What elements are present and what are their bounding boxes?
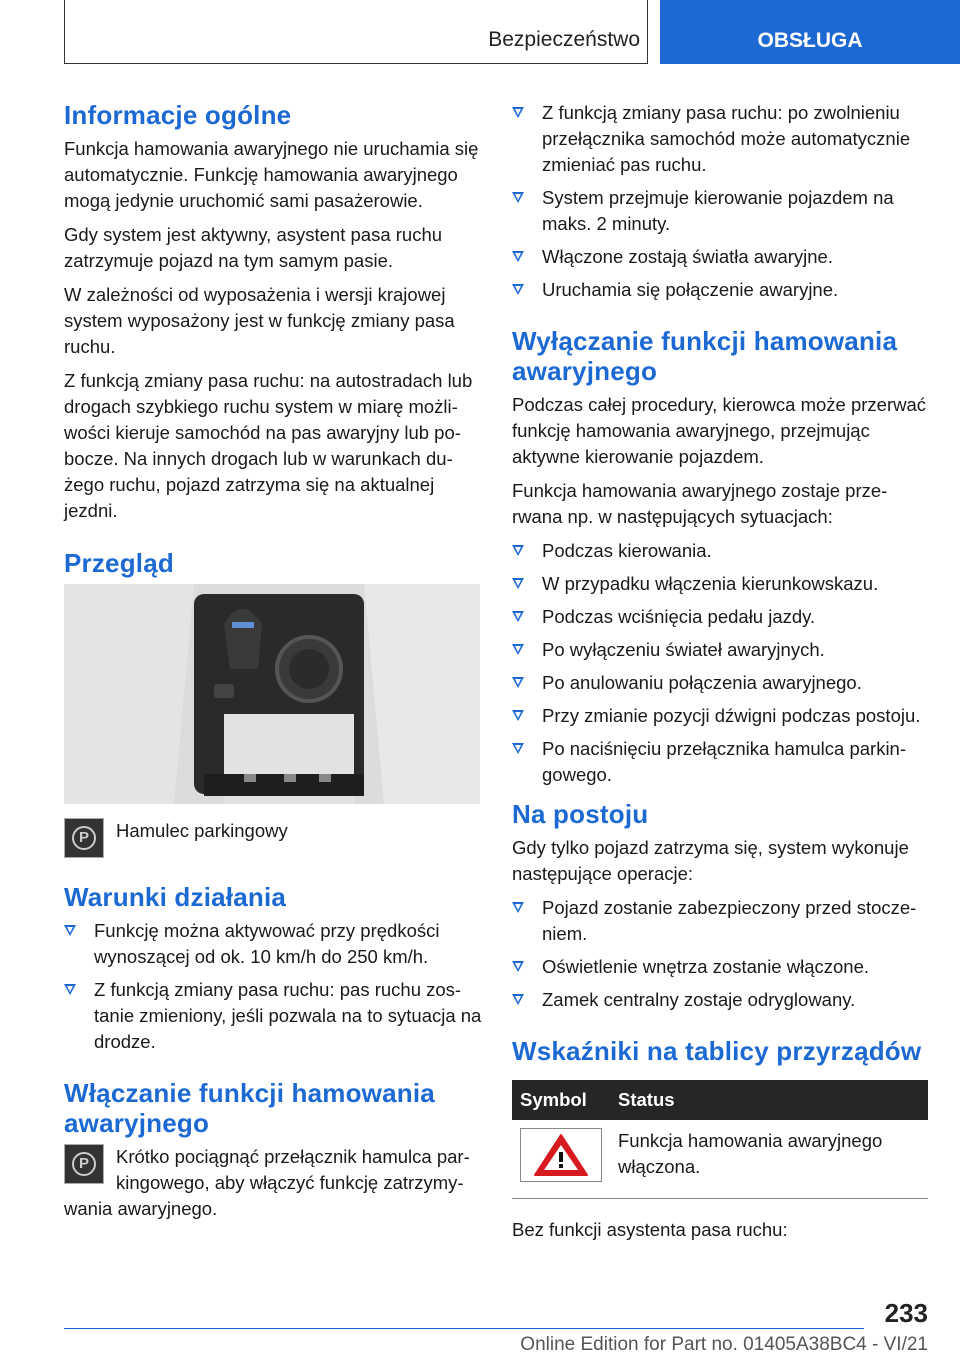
list-item: Podczas kierowania. bbox=[512, 538, 930, 564]
heading-enable: Włączanie funkcji hamowania awaryjnego bbox=[64, 1078, 435, 1138]
list-item: Oświetlenie wnętrza zostanie włączone. bbox=[512, 954, 930, 980]
heading-indicators: Wskaźniki na tablicy przyrządów bbox=[512, 1036, 922, 1066]
heading-standstill: Na postoju bbox=[512, 799, 649, 829]
list-item: W przypadku włączenia kierunkowskazu. bbox=[512, 571, 930, 597]
bullet-triangle-icon bbox=[512, 644, 524, 655]
standstill-list bbox=[512, 895, 930, 1013]
paragraph: Funkcja hamowania awaryjnego nie uruchamia się automatycznie. Funkcję hamowania awaryjnego mogą jedynie uruchomić sami pasażerowie. bbox=[64, 138, 479, 211]
list-item: Włączone zostają światła awaryjne. bbox=[512, 244, 930, 270]
list-item: Przy zmianie pozycji dźwigni podczas postoju. bbox=[512, 703, 930, 729]
paragraph: Gdy tylko pojazd zatrzyma się, system wykonuje następujące operacje: bbox=[512, 837, 909, 884]
warning-triangle-icon bbox=[520, 1128, 602, 1182]
bullet-triangle-icon bbox=[64, 925, 76, 936]
bullet-triangle-icon bbox=[512, 677, 524, 688]
parking-brake-icon: P bbox=[64, 818, 104, 858]
list-item: System przejmuje kierowanie pojazdem na maks. 2 minuty. bbox=[512, 185, 930, 237]
bullet-triangle-icon bbox=[512, 578, 524, 589]
chapter-tab: OBSŁUGA bbox=[660, 0, 960, 64]
caption-text: Hamulec parkingowy bbox=[116, 820, 288, 841]
page-number: 233 bbox=[884, 1298, 928, 1328]
paragraph: W zależności od wyposażenia i wersji krajowej system wyposażony jest w funkcję zmiany pasa ruchu. bbox=[64, 284, 455, 357]
bullet-triangle-icon bbox=[512, 192, 524, 203]
bullet-triangle-icon bbox=[512, 710, 524, 721]
heading-disable: Wyłączanie funkcji hamowania awaryjnego bbox=[512, 326, 898, 386]
bullet-triangle-icon bbox=[512, 994, 524, 1005]
col-symbol: Symbol bbox=[512, 1080, 610, 1120]
bullet-triangle-icon bbox=[512, 902, 524, 913]
right-column bbox=[512, 100, 930, 1251]
status-text: Funkcja hamowania awaryjnego włączona. bbox=[610, 1120, 928, 1199]
center-console-photo bbox=[64, 584, 480, 804]
indicator-table bbox=[512, 1080, 928, 1199]
parking-brake-icon: P bbox=[64, 1144, 104, 1184]
list-item: Po wyłączeniu świateł awaryjnych. bbox=[512, 637, 930, 663]
bullet-triangle-icon bbox=[512, 107, 524, 118]
list-item: Zamek centralny zostaje odryglowany. bbox=[512, 987, 930, 1013]
note-text: Bez funkcji asystenta pasa ruchu: bbox=[512, 1219, 788, 1240]
heading-general: Informacje ogólne bbox=[64, 100, 292, 130]
activation-list bbox=[512, 100, 930, 303]
bullet-triangle-icon bbox=[512, 743, 524, 754]
conditions-list bbox=[64, 918, 482, 1055]
bullet-triangle-icon bbox=[512, 251, 524, 262]
list-item: Podczas wciśnięcia pedału jazdy. bbox=[512, 604, 930, 630]
paragraph: Gdy system jest aktywny, asystent pasa ruchu zatrzymuje pojazd na tym samym pasie. bbox=[64, 224, 443, 271]
section-title: Bezpieczeństwo bbox=[488, 28, 640, 51]
enable-paragraph: P Krótko pociągnąć przełącznik hamulca parkingowego, aby włączyć funkcję zatrzymywania awaryjnego. bbox=[64, 1146, 470, 1219]
list-item: Funkcję można aktywować przy prędkości wynoszącej od ok. 10 km/h do 250 km/h. bbox=[64, 918, 482, 970]
heading-conditions: Warunki działania bbox=[64, 882, 287, 912]
footer-rule bbox=[64, 1328, 864, 1329]
bullet-triangle-icon bbox=[512, 545, 524, 556]
disable-list bbox=[512, 538, 930, 788]
heading-overview: Przegląd bbox=[64, 548, 174, 578]
list-item: Po naciśnięciu przełącznika hamulca parkingowego. bbox=[512, 736, 930, 788]
col-status: Status bbox=[610, 1080, 928, 1120]
table-row bbox=[512, 1120, 928, 1199]
center-console-illustration bbox=[64, 584, 480, 804]
list-item: Po anulowaniu połączenia awaryjnego. bbox=[512, 670, 930, 696]
bullet-triangle-icon bbox=[64, 984, 76, 995]
list-item: Z funkcją zmiany pasa ruchu: pas ruchu zostanie zmieniony, jeśli pozwala na to sytuacja na drodze. bbox=[64, 977, 482, 1055]
bullet-triangle-icon bbox=[512, 961, 524, 972]
left-column bbox=[64, 100, 482, 1230]
paragraph: Z funkcją zmiany pasa ruchu: na autostradach lub drogach szybkiego ruchu system w miarę możliwości kieruje samochód na pas awaryjny lub pobocze. Na innych drogach lub w warunkach dużego ruchu, pojazd zatrzyma się na aktualnej jezdni. bbox=[64, 370, 473, 521]
list-item: Z funkcją zmiany pasa ruchu: po zwolnieniu przełącznika samochód może automatycznie zmieniać pas ruchu. bbox=[512, 100, 930, 178]
list-item: Pojazd zostanie zabezpieczony przed stoczeniem. bbox=[512, 895, 930, 947]
paragraph: Podczas całej procedury, kierowca może przerwać funkcję hamowania awaryjnego, przejmując aktywne kierowanie pojazdem. bbox=[512, 394, 927, 467]
paragraph: Funkcja hamowania awaryjnego zostaje przerwana np. w następujących sytuacjach: bbox=[512, 480, 888, 527]
bullet-triangle-icon bbox=[512, 611, 524, 622]
edition-text: Online Edition for Part no. 01405A38BC4 - VI/21 bbox=[520, 1334, 928, 1355]
bullet-triangle-icon bbox=[512, 284, 524, 295]
parking-brake-caption bbox=[64, 818, 482, 858]
list-item: Uruchamia się połączenie awaryjne. bbox=[512, 277, 930, 303]
